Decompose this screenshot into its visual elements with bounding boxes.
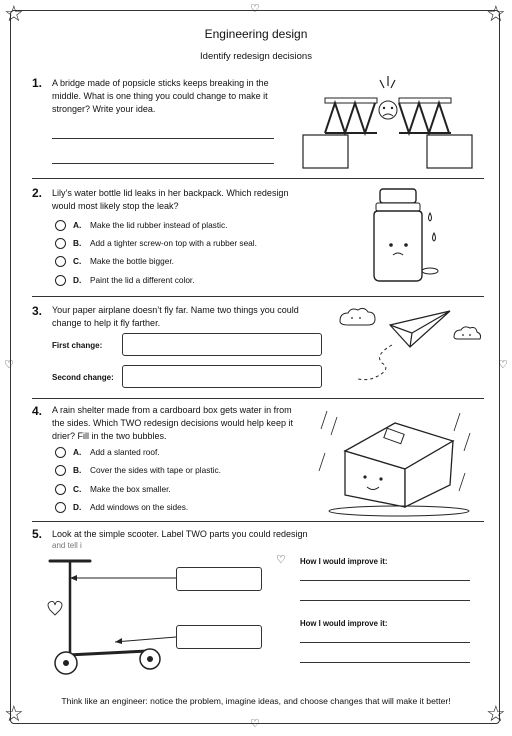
answer-option[interactable]: B. Cover the sides with tape or plastic. xyxy=(55,463,221,477)
question-text: Lily’s water bottle lid leaks in her backpack. Which redesign would most likely stop the leak? xyxy=(52,188,289,211)
star-icon-top-left: ☆ xyxy=(4,1,24,26)
answer-line[interactable] xyxy=(300,642,470,643)
answer-line[interactable] xyxy=(300,600,470,601)
second-change-label: Second change: xyxy=(52,373,114,382)
answer-option[interactable]: A. Add a slanted roof. xyxy=(55,445,160,459)
heart-icon-right: ♡ xyxy=(498,359,508,371)
label-box-1[interactable] xyxy=(176,567,262,591)
question-text: Look at the simple scooter. Label TWO parts you could redesign xyxy=(52,529,308,539)
question-number: 4. xyxy=(32,404,43,418)
heart-icon-left: ♡ xyxy=(4,359,14,371)
star-icon-bottom-right: ☆ xyxy=(486,701,506,726)
improve-label-2: How I would improve it: xyxy=(300,619,388,628)
question-number: 5. xyxy=(32,527,43,541)
star-icon-bottom-left: ☆ xyxy=(4,701,24,726)
question-number: 2. xyxy=(32,186,43,200)
page-title: Engineering design xyxy=(204,27,308,41)
question-number: 1. xyxy=(32,76,43,90)
improve-label-1: How I would improve it: xyxy=(300,557,388,566)
answer-option[interactable]: C. Make the box smaller. xyxy=(55,482,171,496)
answer-option[interactable]: B. Add a tighter screw-on top with a rubber seal. xyxy=(55,236,257,250)
answer-line[interactable] xyxy=(300,662,470,663)
question-text: Your paper airplane doesn’t fly far. Name two things you could change to help it fly farther. xyxy=(52,305,299,328)
star-icon-top-right: ☆ xyxy=(486,1,506,26)
label-box-2[interactable] xyxy=(176,625,262,649)
answer-option[interactable]: C. Make the bottle bigger. xyxy=(55,254,174,268)
heart-icon-q5: ♡ xyxy=(276,554,286,566)
heart-icon-top: ♡ xyxy=(250,3,260,15)
question-text-cutoff: and tell i xyxy=(52,541,82,550)
heart-icon-bottom: ♡ xyxy=(250,718,260,730)
question-number: 3. xyxy=(32,304,43,318)
page-subtitle: Identify redesign decisions xyxy=(200,51,312,62)
answer-option[interactable]: D. Paint the lid a different color. xyxy=(55,273,195,287)
footer-text: Think like an engineer: notice the problem, imagine ideas, and choose changes that will make it better! xyxy=(61,696,451,706)
first-change-label: First change: xyxy=(52,341,103,350)
answer-option[interactable]: D. Add windows on the sides. xyxy=(55,500,188,514)
question-text: A rain shelter made from a cardboard box gets water in from the sides. Which TWO redesign decisions would help keep it drier? Fill in the two bubbles. xyxy=(52,405,293,441)
question-text: A bridge made of popsicle sticks keeps breaking in the middle. What is one thing you could change to make it stronger? Write your idea. xyxy=(52,78,269,114)
answer-option[interactable]: A. Make the lid rubber instead of plastic. xyxy=(55,218,227,232)
answer-line[interactable] xyxy=(300,580,470,581)
